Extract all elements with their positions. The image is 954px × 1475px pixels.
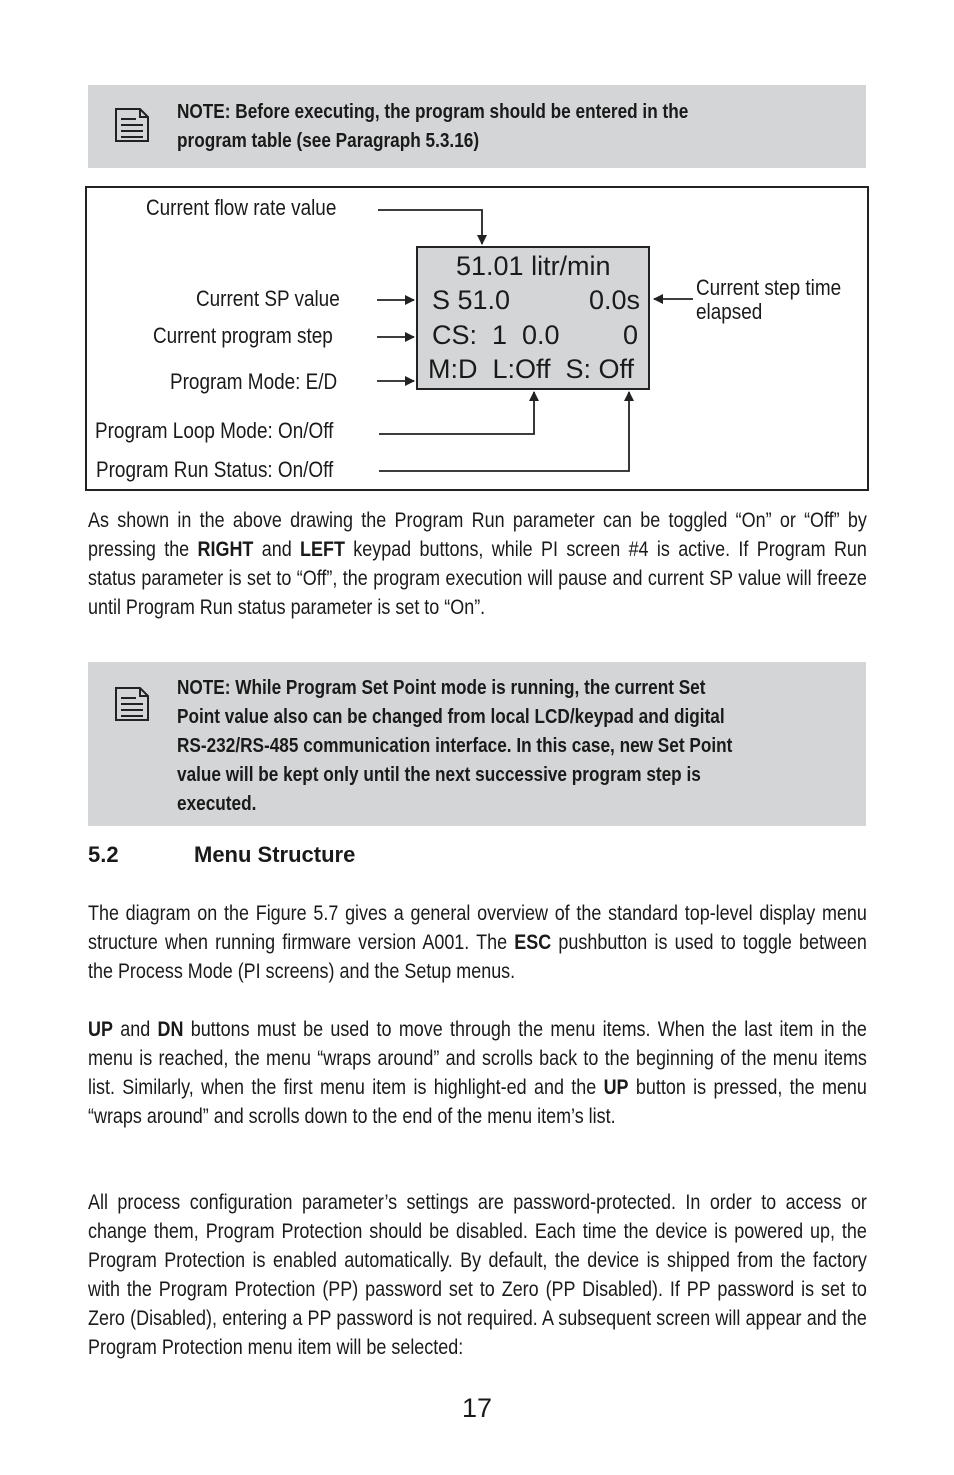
text: buttons must be used to move through the menu items. When the last item in the menu is reached, the menu “wraps around” and scrolls back to the beginning of the menu items list. Similarly, when the first menu item is highlight-ed and the <box>88 1018 867 1099</box>
note-icon <box>112 684 152 724</box>
text: As shown in the above drawing the Program Run parameter can be toggled “On” or “Off” by pressing the <box>88 509 867 561</box>
label-program-loop-mode: Program Loop Mode: On/Off <box>95 418 334 443</box>
note-line: program table (see Paragraph 5.3.16) <box>177 130 480 152</box>
text: and <box>253 538 301 561</box>
label-program-run-status: Program Run Status: On/Off <box>96 457 334 482</box>
bold-left: LEFT <box>300 538 345 561</box>
bold-up: UP <box>88 1018 113 1041</box>
note-line: Point value also can be changed from local LCD/keypad and digital <box>177 706 725 728</box>
arrow-loop <box>379 392 534 434</box>
paragraph-password-protection: All process configuration parameter’s settings are password-protected. In order to access or change them, Program Protection should be disabled. Each time the device is powered up, the Program Protection is enabled automatically. By default, the device is shipped from the factory with the Program Protection (PP) password set to Zero (PP Disabled). If PP password is set to Zero (Disabled), entering a PP password is not required. A subsequent screen will appear and the Program Protection menu item will be selected: <box>88 1191 867 1359</box>
section-number: 5.2 <box>88 842 119 867</box>
bold-esc: ESC <box>514 931 552 954</box>
arrow-run <box>379 392 629 471</box>
text: The diagram on the Figure 5.7 gives a general overview of the standard top-level display menu structure when running firmware version A001. The <box>88 902 867 954</box>
note-line: NOTE: Before executing, the program should be entered in the <box>177 101 689 123</box>
text: button is pressed, the menu “wraps around” and scrolls down to the end of the menu item’s list. <box>88 1076 867 1128</box>
lcd-mode-status: M:D L:Off S: Off <box>428 354 635 384</box>
note-line: NOTE: While Program Set Point mode is running, the current Set <box>177 677 706 699</box>
label-line: elapsed <box>696 299 763 324</box>
label-program-mode: Program Mode: E/D <box>170 369 338 394</box>
label-current-step-time <box>696 276 841 324</box>
lcd-step-time: 0.0s <box>588 285 640 315</box>
lcd-step-counter: 0 <box>622 320 638 350</box>
label-current-flow-rate: Current flow rate value <box>146 195 337 220</box>
label-line: Current step time <box>696 275 842 300</box>
section-title: Menu Structure <box>194 842 356 867</box>
paragraph-up-dn-buttons <box>88 1015 867 1131</box>
text: keypad buttons, while PI screen #4 is active. If Program Run status parameter is set to “Off”, the program execution will pause and current SP value will freeze until Program Run status parameter is set to “On”. <box>88 538 867 619</box>
paragraph-menu-overview <box>88 899 867 986</box>
text: pushbutton is used to toggle between the Process Mode (PI screens) and the Setup menus. <box>88 931 867 983</box>
label-current-sp: Current SP value <box>196 286 340 311</box>
bold-dn: DN <box>157 1018 184 1041</box>
note-text <box>177 674 865 819</box>
note-line: value will be kept only until the next successive program step is <box>177 764 701 786</box>
lcd-setpoint: S 51.0 <box>432 285 511 315</box>
bold-up: UP <box>603 1076 629 1099</box>
lcd-screen <box>416 246 650 390</box>
page-number: 17 <box>461 1393 493 1423</box>
label-current-program-step: Current program step <box>153 323 333 348</box>
lcd-flow-rate: 51.01 litr/min <box>456 251 611 281</box>
note-line: executed. <box>177 793 257 815</box>
lcd-current-step: CS: 1 0.0 <box>432 320 560 350</box>
note-box-set-point <box>88 662 866 826</box>
paragraph-program-run <box>88 506 867 622</box>
text: and <box>112 1018 158 1041</box>
bold-right: RIGHT <box>197 538 254 561</box>
arrow-flow <box>378 210 482 244</box>
note-line: RS-232/RS-485 communication interface. In this case, new Set Point <box>177 735 733 757</box>
